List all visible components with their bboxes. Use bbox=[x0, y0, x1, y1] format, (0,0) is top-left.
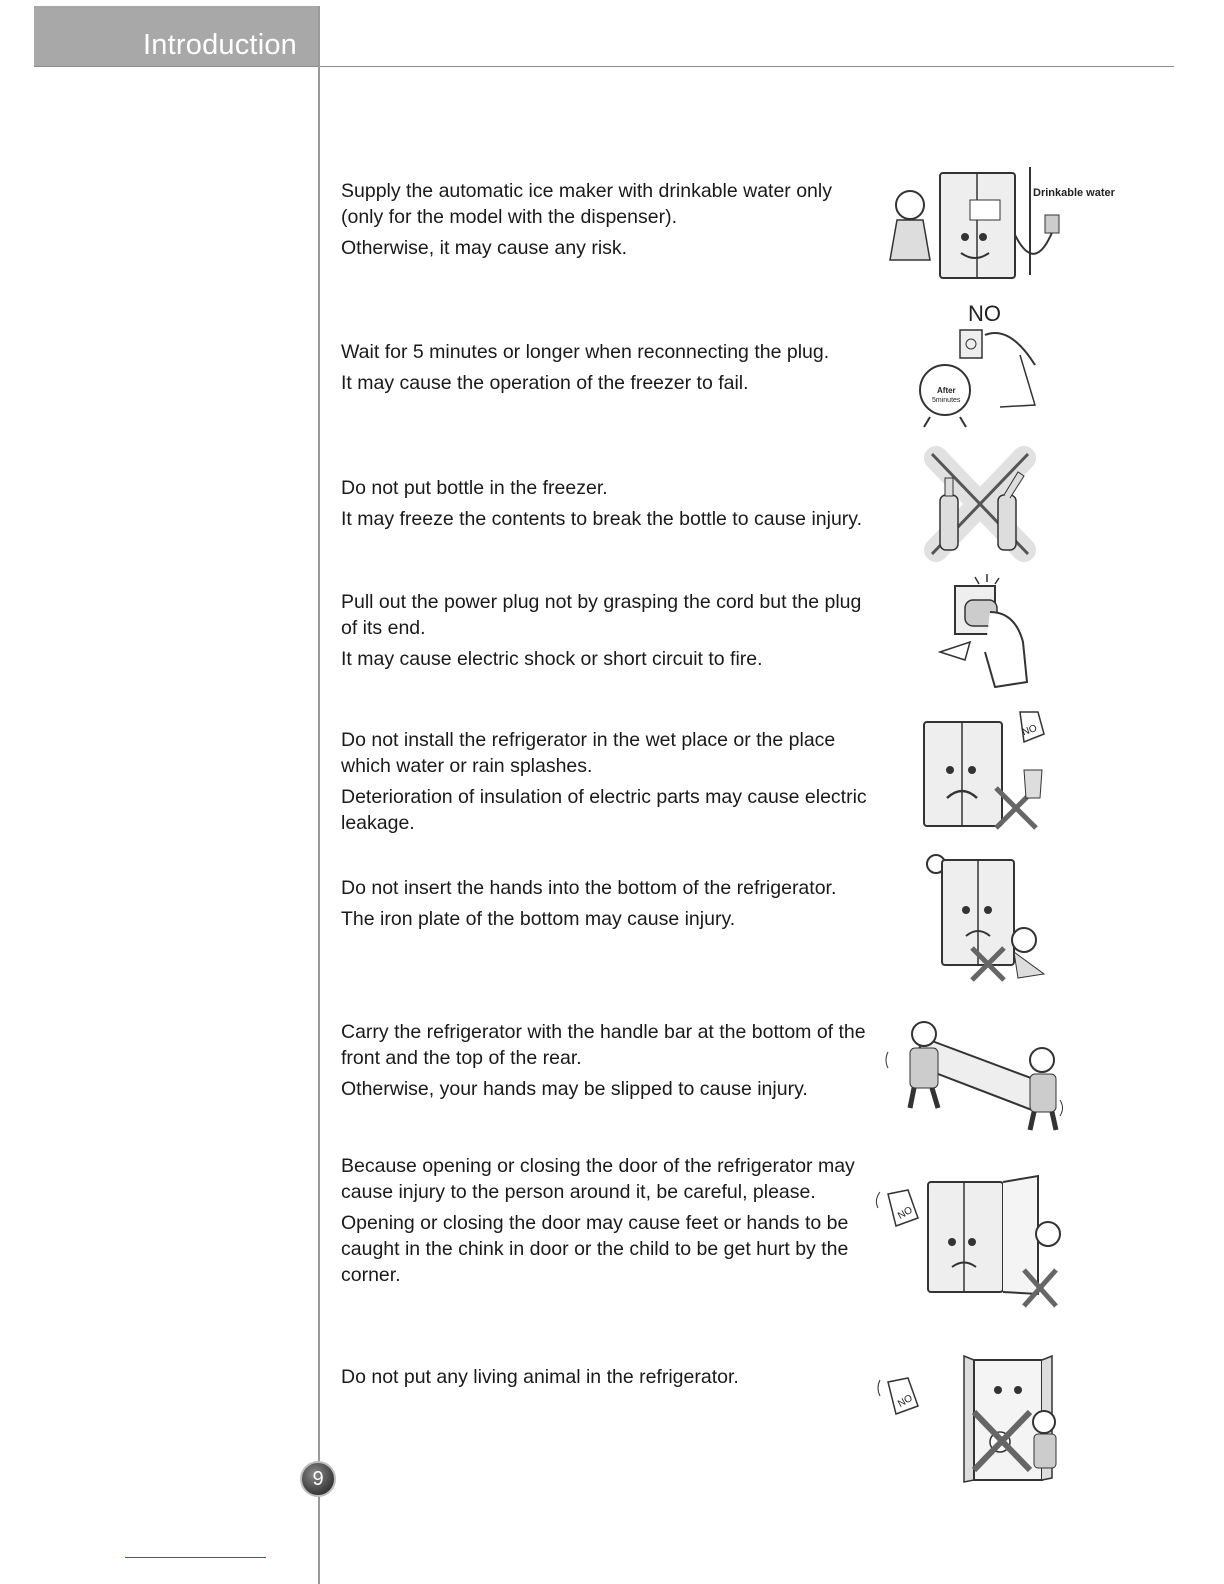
page-title: Introduction bbox=[143, 29, 297, 61]
safety-item-1 bbox=[341, 178, 876, 266]
carry-refrigerator-icon bbox=[882, 1012, 1072, 1137]
item-text: Wait for 5 minutes or longer when reconnecting the plug. bbox=[341, 341, 830, 363]
drinkable-water-icon bbox=[885, 165, 1115, 285]
item-text: Opening or closing the door may cause feet or hands to be caught in the chink in door or the child to be get hurt by the corner. bbox=[341, 1212, 849, 1286]
item-text: Carry the refrigerator with the handle bar at the bottom of the front and the top of the rear. bbox=[341, 1021, 866, 1069]
header-rule bbox=[34, 66, 1174, 67]
safety-item-9 bbox=[341, 1364, 876, 1395]
item-text: Otherwise, it may cause any risk. bbox=[341, 237, 628, 259]
item-text: Supply the automatic ice maker with drinkable water only (only for the model with the dispenser). bbox=[341, 180, 832, 228]
safety-item-5 bbox=[341, 727, 876, 841]
item-text: Do not install the refrigerator in the wet place or the place which water or rain splashes. bbox=[341, 729, 836, 777]
footer-link-underline bbox=[125, 1557, 266, 1558]
safety-item-2 bbox=[341, 339, 876, 401]
no-bottle-icon bbox=[918, 450, 1043, 562]
safety-item-8 bbox=[341, 1153, 876, 1293]
svg-text:NO: NO bbox=[896, 1204, 915, 1222]
pull-plug-icon bbox=[935, 572, 1035, 690]
door-caution-icon bbox=[866, 1172, 1076, 1317]
item-text: Do not put bottle in the freezer. bbox=[341, 477, 608, 499]
item-text: Deterioration of insulation of electric parts may cause electric leakage. bbox=[341, 786, 867, 834]
item-text: Do not put any living animal in the refrigerator. bbox=[341, 1366, 739, 1388]
no-hands-bottom-icon bbox=[922, 852, 1052, 984]
page-number-badge: 9 bbox=[300, 1461, 336, 1497]
item-text: Because opening or closing the door of the refrigerator may cause injury to the person around it, be careful, please. bbox=[341, 1155, 855, 1203]
item-text: Otherwise, your hands may be slipped to cause injury. bbox=[341, 1078, 808, 1100]
item-text: It may freeze the contents to break the bottle to cause injury. bbox=[341, 508, 863, 530]
item-text: It may cause electric shock or short circuit to fire. bbox=[341, 648, 763, 670]
figure-label: Drinkable water bbox=[1033, 187, 1115, 199]
svg-text:NO: NO bbox=[896, 1392, 915, 1410]
header-tab bbox=[34, 6, 319, 66]
svg-text:After: After bbox=[937, 386, 956, 395]
margin-rule bbox=[318, 6, 320, 1584]
svg-text:NO: NO bbox=[1020, 722, 1039, 739]
item-text: Pull out the power plug not by grasping the cord but the plug of its end. bbox=[341, 591, 862, 639]
no-animal-icon bbox=[872, 1352, 1072, 1487]
item-text: Do not insert the hands into the bottom of the refrigerator. bbox=[341, 877, 837, 899]
safety-item-6 bbox=[341, 875, 876, 937]
item-text: The iron plate of the bottom may cause injury. bbox=[341, 908, 736, 930]
plug-wait-icon bbox=[910, 295, 1050, 435]
item-text: It may cause the operation of the freezer to fail. bbox=[341, 372, 749, 394]
no-wet-place-icon bbox=[912, 708, 1062, 836]
svg-text:5minutes: 5minutes bbox=[932, 397, 961, 404]
safety-item-4 bbox=[341, 589, 876, 677]
safety-item-3 bbox=[341, 475, 876, 537]
safety-item-7 bbox=[341, 1019, 876, 1107]
no-label: NO bbox=[968, 301, 1001, 326]
